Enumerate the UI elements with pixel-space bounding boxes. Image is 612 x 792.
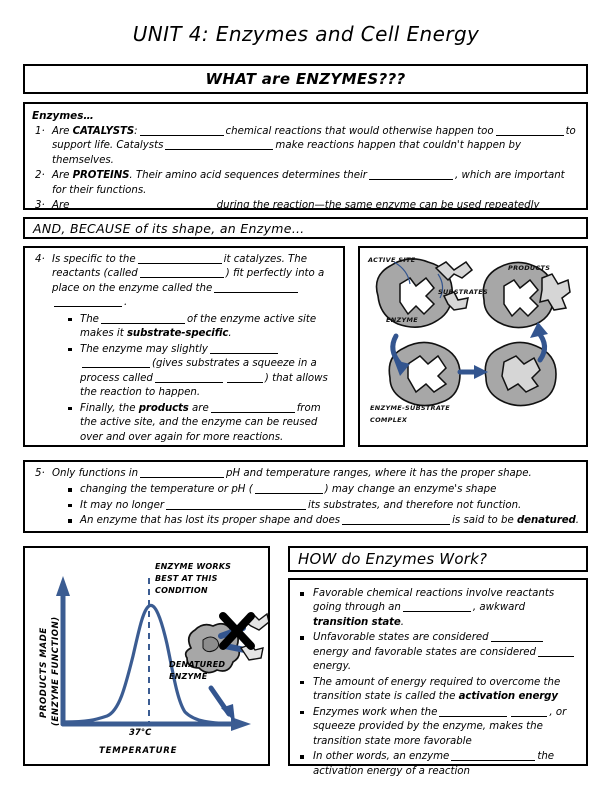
item1-colon: : xyxy=(134,125,138,137)
shape-sub-bullets xyxy=(52,313,336,445)
y-axis-label-line1: PRODUCTS MADE xyxy=(39,627,49,718)
conditions-numbered-list xyxy=(32,467,579,529)
list-item xyxy=(52,313,336,342)
b1-text-b: of the enzyme active site makes it xyxy=(80,313,317,340)
h1-period: . xyxy=(400,616,404,628)
b1-text-c: . xyxy=(228,328,232,340)
conditions-box xyxy=(23,460,588,533)
c2-text-a: It may no longer xyxy=(80,499,165,511)
blank-field[interactable] xyxy=(227,372,263,383)
shape-numbered-list xyxy=(32,253,336,445)
bound-substrate-4 xyxy=(502,356,540,392)
label-es-complex-line2: COMPLEX xyxy=(370,416,408,424)
item1-text-c: make reactions happen that couldn't happen by themselves. xyxy=(52,140,522,166)
list-item xyxy=(297,706,579,749)
banner-how-do-enzymes-work xyxy=(288,546,588,572)
graph-note-line3: CONDITION xyxy=(155,586,208,595)
c3-text-a: An enzyme that has lost its proper shape and does xyxy=(80,515,341,527)
y-axis-arrowhead xyxy=(56,576,70,596)
y-axis-label-line2: (ENZYME FUNCTION) xyxy=(51,616,61,726)
item4-text-b: it catalyzes. The reactants (called xyxy=(52,254,307,280)
list-item xyxy=(52,514,579,528)
graph-note-line2: BEST AT THIS xyxy=(155,574,218,583)
h2-text-b: energy and favorable states are considered xyxy=(313,646,537,658)
item1-text-a: chemical reactions that would otherwise happen too xyxy=(225,125,494,137)
x-axis-label: TEMPERATURE xyxy=(99,746,178,756)
b3-text-c: from the active site, and the enzyme can be reused over and over again for more reactions. xyxy=(80,402,321,443)
list-item xyxy=(52,402,336,445)
b2-text-c: ) that allows the reaction to happen. xyxy=(80,372,328,399)
b3-text-b: are xyxy=(188,402,209,414)
b3-text-a: Finally, the xyxy=(80,402,139,414)
list-item xyxy=(32,467,579,529)
blank-field[interactable] xyxy=(75,199,215,210)
banner-what-are-enzymes xyxy=(23,64,588,94)
list-item xyxy=(52,343,336,401)
blank-field[interactable] xyxy=(140,467,224,478)
list-item xyxy=(32,125,579,168)
h2-text-a: Unfavorable states are considered xyxy=(313,632,489,644)
b1-text-a: The xyxy=(80,313,99,325)
c1-text-b: ) may change an enzyme's shape xyxy=(324,484,497,496)
blank-field[interactable] xyxy=(140,125,224,136)
c3-keyword: denatured xyxy=(516,515,576,527)
banner-what-are-enzymes-text: WHAT are ENZYMES??? xyxy=(205,70,406,88)
blank-field[interactable] xyxy=(538,646,574,657)
denatured-label-line2: ENZYME xyxy=(169,672,208,681)
h5-text-a: In other words, an enzyme xyxy=(313,751,450,763)
how-bullets xyxy=(297,587,579,779)
enzymes-definition-box xyxy=(23,102,588,210)
item4-text-c: ) fit perfectly into a place on the enzyme called the xyxy=(52,268,325,294)
item1-text-b: to support life. Catalysts xyxy=(52,125,576,152)
list-item xyxy=(297,676,579,705)
b3-keyword: products xyxy=(138,402,189,414)
item4-period: . xyxy=(124,297,128,309)
item2-period: . xyxy=(129,170,133,182)
blank-field[interactable] xyxy=(82,357,150,368)
blank-field[interactable] xyxy=(451,750,535,761)
h3-text-a: The amount of energy required to overcome the transition state is called the xyxy=(313,676,561,703)
x-tick-37c: 37°C xyxy=(129,728,152,738)
blank-field[interactable] xyxy=(439,706,507,717)
blank-field[interactable] xyxy=(491,631,543,642)
blank-field[interactable] xyxy=(210,343,278,354)
c1-text-a: changing the temperature or pH ( xyxy=(80,484,253,496)
list-item xyxy=(297,587,579,630)
item5-text-b: pH and temperature ranges, where it has the proper shape. xyxy=(226,468,532,479)
blank-field[interactable] xyxy=(511,706,547,717)
label-es-complex-line1: ENZYME-SUBSTRATE xyxy=(370,404,451,412)
c2-text-b: its substrates, and therefore not function. xyxy=(308,499,522,511)
denatured-enzyme-detail xyxy=(203,637,219,652)
conditions-sub-bullets xyxy=(52,483,579,528)
list-item xyxy=(32,199,579,213)
how-enzymes-work-box xyxy=(288,578,588,777)
banner-how-text: HOW do Enzymes Work? xyxy=(298,550,488,568)
h1-text-b: , awkward xyxy=(472,602,526,614)
list-item xyxy=(297,631,579,674)
label-active-site: ACTIVE SITE xyxy=(368,256,416,264)
c3-period: . xyxy=(575,515,579,527)
temperature-graph-box xyxy=(23,546,270,766)
enzymes-lead: Enzymes… xyxy=(32,110,94,122)
h2-text-c: energy. xyxy=(313,661,352,673)
blank-field[interactable] xyxy=(255,483,323,494)
h3-keyword: activation energy xyxy=(458,691,558,703)
page-title: UNIT 4: Enzymes and Cell Energy xyxy=(132,22,480,46)
h4-text-a: Enzymes work when the xyxy=(313,706,438,718)
item2-keyword: PROTEINS xyxy=(72,170,130,182)
list-item xyxy=(32,169,579,198)
banner-and-because-text: AND, BECAUSE of its shape, an Enzyme… xyxy=(33,220,305,236)
item2-text-b: , which are important for their functions. xyxy=(52,170,565,196)
blank-field[interactable] xyxy=(211,402,295,413)
list-item xyxy=(52,499,579,513)
item3-text: during the reaction—the same enzyme can be used repeatedly xyxy=(216,200,540,212)
blank-field[interactable] xyxy=(101,313,185,324)
h1-keyword: transition state xyxy=(313,616,401,628)
item1-pre: Are xyxy=(52,125,73,137)
graph-note-line1: ENZYME WORKS xyxy=(155,562,232,571)
item4-text-a: Is specific to the xyxy=(52,254,136,265)
blank-field[interactable] xyxy=(155,372,223,383)
item1-keyword: CATALYSTS xyxy=(72,125,135,137)
list-item xyxy=(297,750,579,779)
item5-text-a: Only functions in xyxy=(52,468,139,479)
blank-field[interactable] xyxy=(403,601,471,612)
item3-pre: Are xyxy=(52,200,73,212)
c3-text-b: is said to be xyxy=(452,515,517,527)
label-products: PRODUCTS xyxy=(508,264,551,272)
blank-field[interactable] xyxy=(496,125,564,136)
blank-field[interactable] xyxy=(54,296,122,307)
denatured-label-line1: DENATURED xyxy=(169,660,226,669)
label-substrates: SUBSTRATES xyxy=(438,288,488,296)
b2-text-a: The enzyme may slightly xyxy=(80,343,208,355)
h1-text-a: Favorable chemical reactions involve reactants going through an xyxy=(313,588,555,614)
b1-keyword: substrate-specific xyxy=(126,328,229,340)
blank-field[interactable] xyxy=(214,282,298,293)
list-item xyxy=(32,253,336,445)
blank-field[interactable] xyxy=(138,253,222,264)
b2-text-b: (gives substrates a squeeze in a process called xyxy=(80,358,317,384)
item2-pre: Are xyxy=(52,170,73,182)
list-item xyxy=(52,483,579,497)
h5-text-b: the activation energy of a reaction xyxy=(313,751,555,777)
banner-and-because xyxy=(23,217,588,239)
blank-field[interactable] xyxy=(165,139,273,150)
item2-text-a: Their amino acid sequences determines their xyxy=(135,170,368,182)
enzyme-cycle-diagram-box xyxy=(358,246,588,447)
blank-field[interactable] xyxy=(140,267,224,278)
enzymes-numbered-list xyxy=(32,125,579,214)
blank-field[interactable] xyxy=(369,169,453,180)
shape-specificity-box xyxy=(23,246,345,447)
blank-field[interactable] xyxy=(166,499,306,510)
label-enzyme: ENZYME xyxy=(386,316,419,324)
blank-field[interactable] xyxy=(342,514,450,525)
h4-text-b: , or squeeze provided by the enzyme, makes the transition state more favorable xyxy=(313,706,567,747)
